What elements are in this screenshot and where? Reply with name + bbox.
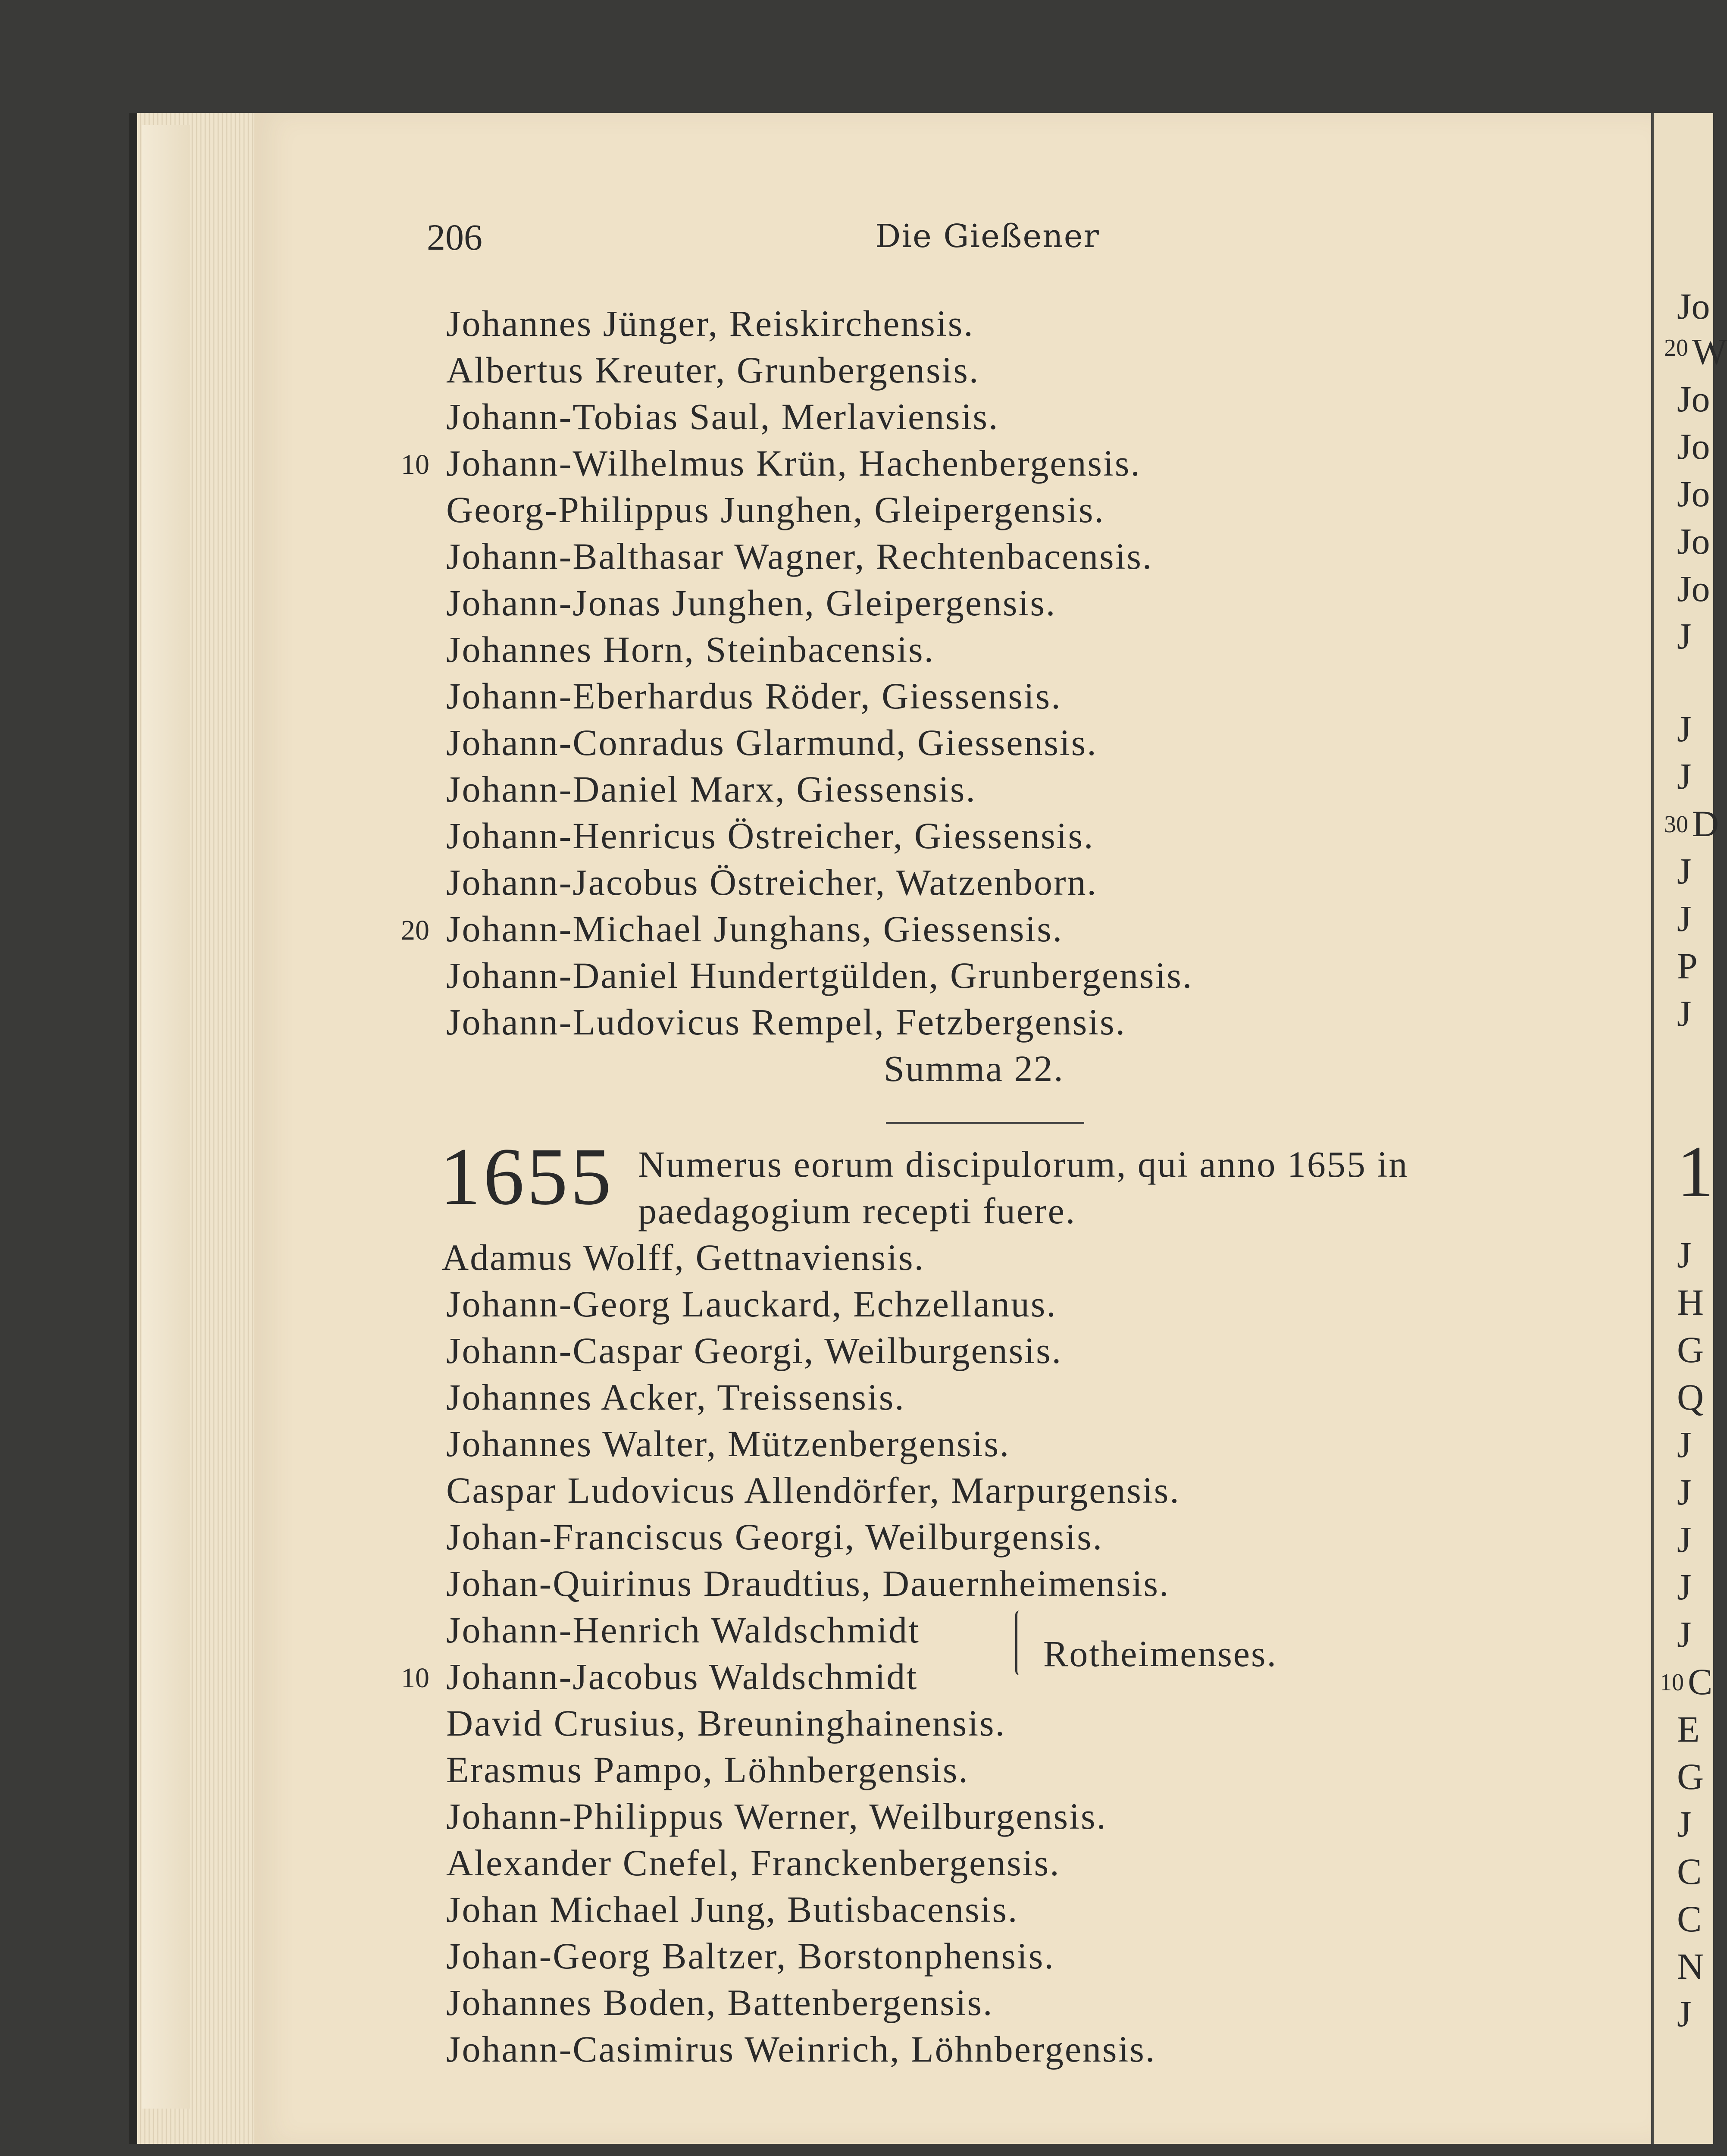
register-entry: Johann-Casimirus Weinrich, Löhnbergensis.	[446, 2028, 1156, 2070]
facing-fragment: W	[1692, 331, 1727, 372]
facing-fragment: J	[1677, 993, 1692, 1034]
register-entry: Johannes Horn, Steinbacensis.	[446, 629, 935, 670]
register-entry: Johann-Michael Junghans, Giessensis.	[446, 908, 1064, 950]
register-entry: Caspar Ludovicus Allendörfer, Marpurgensis.	[446, 1470, 1180, 1511]
register-entry: Johan-Georg Baltzer, Borstonphensis.	[446, 1935, 1055, 1977]
facing-fragment: J	[1677, 1424, 1692, 1465]
facing-fragment: Q	[1677, 1376, 1704, 1418]
register-entry: Johannes Jünger, Reiskirchensis.	[446, 303, 974, 344]
line-number: 10	[401, 449, 429, 480]
register-entry: Albertus Kreuter, Grunbergensis.	[446, 349, 980, 391]
facing-fragment: C	[1688, 1661, 1713, 1702]
section-year: 1655	[440, 1131, 614, 1222]
register-entry: Johann-Daniel Hundertgülden, Grunbergensis.	[446, 955, 1193, 996]
register-entry: Johan Michael Jung, Butisbacensis.	[446, 1889, 1019, 1930]
facing-fragment: J	[1677, 1566, 1692, 1608]
facing-fragment: G	[1677, 1329, 1704, 1370]
register-entry: Johann-Henrich Waldschmidt	[446, 1609, 920, 1651]
register-entry: Erasmus Pampo, Löhnbergensis.	[446, 1749, 969, 1790]
register-entry: Johann-Balthasar Wagner, Rechtenbacensis.	[446, 536, 1153, 577]
register-entry: Johann-Eberhardus Röder, Giessensis.	[446, 675, 1062, 717]
register-entry: Johannes Acker, Treissensis.	[446, 1376, 905, 1418]
register-entry: Johan-Quirinus Draudtius, Dauernheimensis.	[446, 1563, 1170, 1604]
facing-fragment: 1	[1677, 1131, 1714, 1212]
facing-fragment: N	[1677, 1946, 1704, 1987]
register-entry: Alexander Cnefel, Franckenbergensis.	[446, 1842, 1061, 1883]
facing-fragment: J	[1677, 708, 1692, 749]
register-entry: Johann-Conradus Glarmund, Giessensis.	[446, 722, 1098, 763]
facing-fragment: J	[1677, 1234, 1692, 1275]
facing-fragment: E	[1677, 1708, 1700, 1750]
facing-fragment: 20	[1664, 335, 1688, 361]
register-entry: Johann-Henricus Östreicher, Giessensis.	[446, 815, 1095, 856]
facing-fragment: J	[1677, 1614, 1692, 1655]
facing-fragment: G	[1677, 1756, 1704, 1797]
line-number: 10	[401, 1662, 429, 1694]
book-spine-shadow	[142, 125, 190, 2109]
running-title: Die Gießener	[875, 218, 1100, 255]
register-entry: Johann-Tobias Saul, Merlaviensis.	[446, 396, 999, 437]
facing-fragment: Jo	[1677, 378, 1710, 420]
facing-fragment: Jo	[1677, 285, 1710, 327]
facing-fragment: Jo	[1677, 473, 1710, 514]
register-entry: Georg-Philippus Junghen, Gleipergensis.	[446, 489, 1105, 530]
facing-fragment: J	[1677, 898, 1692, 939]
facing-fragment: 30	[1664, 811, 1688, 838]
facing-fragment: J	[1677, 755, 1692, 797]
facing-fragment: J	[1677, 615, 1692, 657]
facing-fragment: P	[1677, 945, 1698, 987]
register-entry: Johann-Philippus Werner, Weilburgensis.	[446, 1796, 1107, 1837]
facing-fragment: H	[1677, 1282, 1704, 1323]
facing-fragment: Jo	[1677, 568, 1710, 609]
section-divider	[886, 1122, 1084, 1124]
register-entry: Johann-Wilhelmus Krün, Hachenbergensis.	[446, 442, 1141, 484]
section-intro: paedagogium recepti fuere.	[638, 1190, 1076, 1232]
register-entry: Johannes Walter, Mützenbergensis.	[446, 1423, 1011, 1464]
facing-fragment: J	[1677, 1993, 1692, 2034]
register-entry: Johann-Ludovicus Rempel, Fetzbergensis.	[446, 1001, 1126, 1043]
brace-label: Rotheimenses.	[1043, 1633, 1277, 1674]
register-entry: Johann-Jonas Junghen, Gleipergensis.	[446, 582, 1057, 624]
facing-fragment: C	[1677, 1851, 1702, 1892]
facing-fragment: Jo	[1677, 520, 1710, 562]
facing-fragment: J	[1677, 1519, 1692, 1560]
facing-fragment: C	[1677, 1898, 1702, 1940]
register-entry: Adamus Wolff, Gettnaviensis.	[442, 1237, 925, 1278]
register-entry: Johann-Daniel Marx, Giessensis.	[446, 768, 976, 810]
register-entry: Johann-Jacobus Östreicher, Watzenborn.	[446, 862, 1098, 903]
register-entry: David Crusius, Breuninghainensis.	[446, 1702, 1006, 1744]
summa-total: Summa 22.	[884, 1048, 1064, 1089]
line-number: 20	[401, 915, 429, 946]
register-entry: Johann-Georg Lauckard, Echzellanus.	[446, 1283, 1057, 1325]
page-number: 206	[427, 216, 482, 258]
facing-fragment: D	[1692, 803, 1719, 844]
register-entry: Johannes Boden, Battenbergensis.	[446, 1982, 994, 2023]
register-entry: Johan-Franciscus Georgi, Weilburgensis.	[446, 1516, 1104, 1557]
register-entry: Johann-Caspar Georgi, Weilburgensis.	[446, 1330, 1063, 1371]
facing-fragment: J	[1677, 1803, 1692, 1845]
facing-fragment: J	[1677, 1471, 1692, 1513]
register-entry: Johann-Jacobus Waldschmidt	[446, 1656, 918, 1697]
grouping-brace	[1015, 1611, 1026, 1675]
facing-fragment: J	[1677, 850, 1692, 892]
facing-fragment: 10	[1660, 1669, 1684, 1696]
facing-fragment: Jo	[1677, 426, 1710, 467]
section-intro: Numerus eorum discipulorum, qui anno 1655 in	[638, 1144, 1409, 1185]
